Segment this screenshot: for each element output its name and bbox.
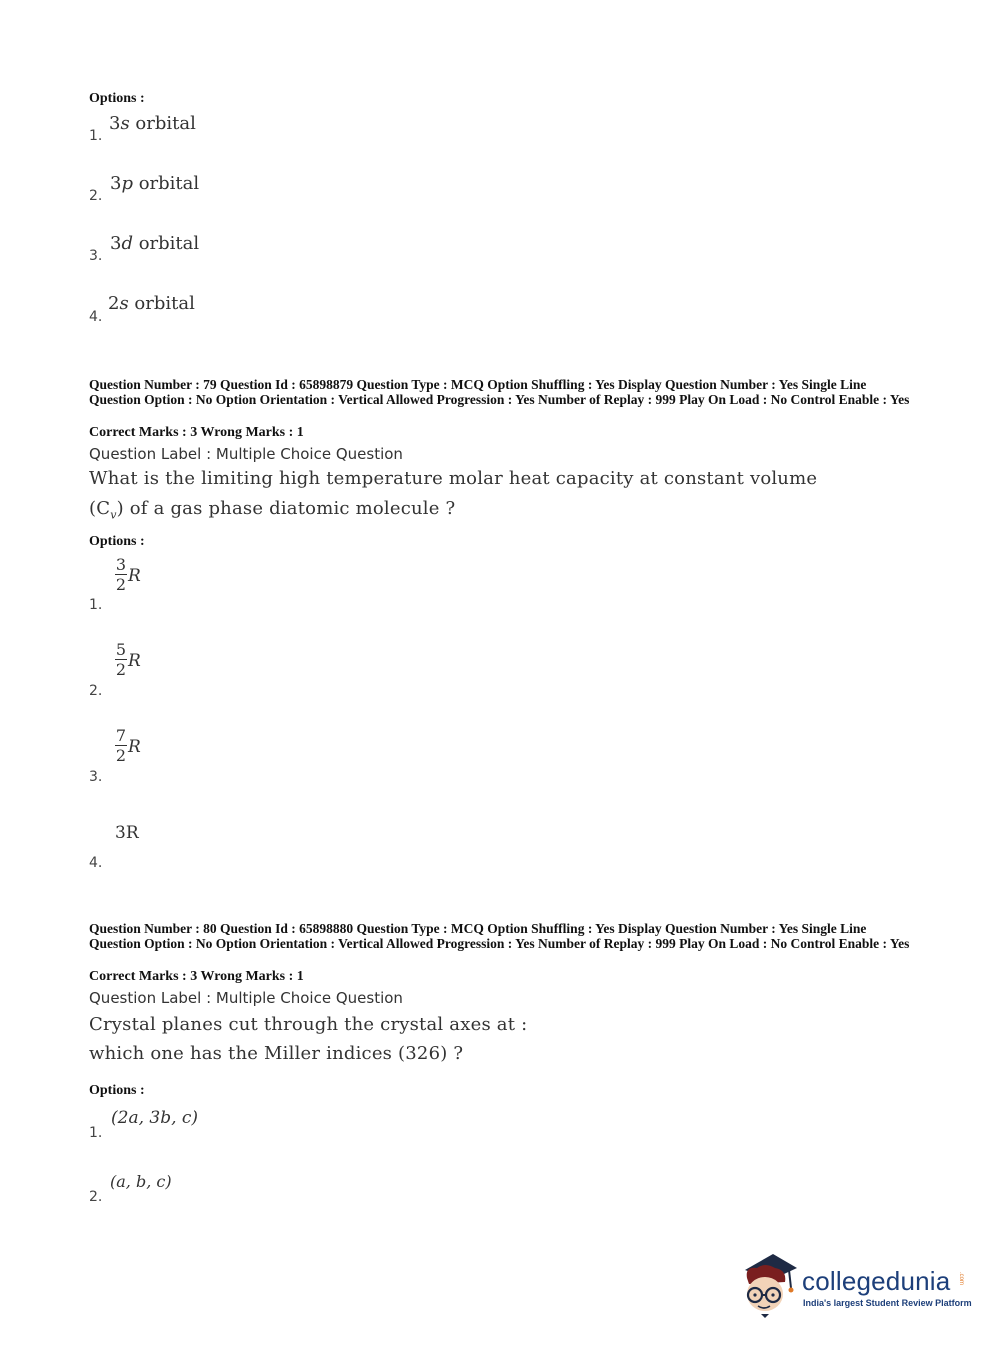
question-text-line: Crystal planes cut through the crystal axes at : <box>89 1014 528 1035</box>
option-text[interactable]: 3p orbital <box>110 173 200 194</box>
option-number: 2. <box>89 188 103 204</box>
brand-name: collegedunia <box>802 1266 951 1296</box>
option-number: 2. <box>89 683 103 699</box>
question-text-line: $(C_v)$ of a gas phase diatomic molecule ? <box>89 498 456 522</box>
option-number: 4. <box>89 855 103 871</box>
question-meta: Question Number : 79 Question Id : 65898879 Question Type : MCQ Option Shuffling : Yes Display Question Number : Yes Single Line Question Option : No Option Orientation : Vertical Allowed Progression : Yes Number of Replay : 999 Play On Load : No Control Enable : Yes <box>89 377 910 407</box>
option-number: 2. <box>89 1189 103 1205</box>
options-label: Options : <box>89 1083 145 1098</box>
option-number: 1. <box>89 597 103 613</box>
option-text[interactable]: (2a, 3b, c) <box>111 1108 199 1128</box>
option-fraction[interactable]: 3 2 R <box>115 555 141 594</box>
question-marks: Correct Marks : 3 Wrong Marks : 1 <box>89 969 304 984</box>
option-text[interactable]: 3R <box>115 823 139 843</box>
brand-domain: .com <box>958 1272 964 1286</box>
option-text[interactable]: 2s orbital <box>108 293 195 314</box>
question-text-line: What is the limiting high temperature molar heat capacity at constant volume <box>89 468 818 489</box>
option-fraction[interactable]: 7 2 R <box>115 726 141 765</box>
option-text[interactable]: (a, b, c) <box>110 1172 172 1191</box>
options-label: Options : <box>89 534 145 549</box>
option-text[interactable]: 3s orbital <box>109 113 196 134</box>
question-label: Question Label : Multiple Choice Question <box>89 445 403 463</box>
question-text-line: which one has the Miller indices (326) ? <box>89 1043 464 1064</box>
option-number: 3. <box>89 248 103 264</box>
option-text[interactable]: 3d orbital <box>110 233 200 254</box>
option-number: 4. <box>89 309 103 325</box>
question-meta: Question Number : 80 Question Id : 65898880 Question Type : MCQ Option Shuffling : Yes Display Question Number : Yes Single Line Question Option : No Option Orientation : Vertical Allowed Progression : Yes Number of Replay : 999 Play On Load : No Control Enable : Yes <box>89 921 910 951</box>
collegedunia-mascot-icon <box>741 1248 799 1318</box>
question-marks: Correct Marks : 3 Wrong Marks : 1 <box>89 425 304 440</box>
option-number: 1. <box>89 1125 103 1141</box>
option-number: 1. <box>89 128 103 144</box>
option-number: 3. <box>89 769 103 785</box>
options-label: Options : <box>89 91 145 106</box>
option-fraction[interactable]: 5 2 R <box>115 640 141 679</box>
brand-tagline: India's largest Student Review Platform <box>803 1298 972 1308</box>
question-label: Question Label : Multiple Choice Question <box>89 989 403 1007</box>
